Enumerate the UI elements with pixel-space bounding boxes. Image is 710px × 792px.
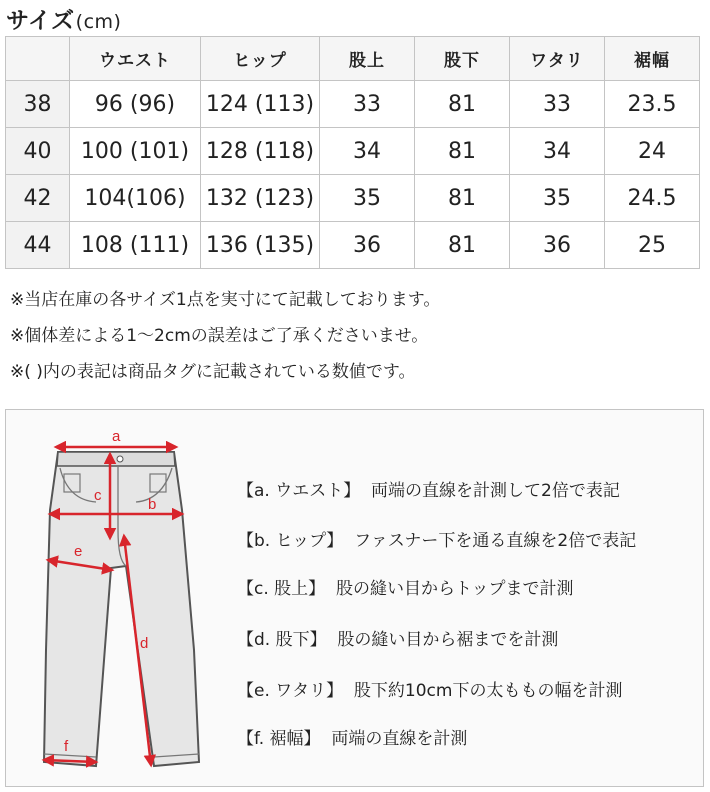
table-cell: 132 (123) [201, 175, 320, 222]
legend-key: 【e. ワタリ】 [237, 681, 344, 701]
note-stock: ※当店在庫の各サイズ1点を実寸にて記載しております。 [10, 290, 441, 310]
table-cell: 24.5 [605, 175, 700, 222]
note-tag-values: ※( )内の表記は商品タグに記載されている数値です。 [10, 362, 416, 382]
label-f: f [64, 738, 69, 755]
measurement-guide [5, 409, 704, 787]
legend-desc: ファスナー下を通る直線を2倍で表記 [354, 531, 637, 551]
table-cell: 81 [415, 222, 510, 269]
legend-desc: 両端の直線を計測 [331, 729, 468, 749]
page-title [6, 2, 121, 35]
legend-desc: 股の縫い目からトップまで計測 [335, 579, 574, 599]
legend-item-rise [237, 574, 573, 599]
table-cell: 35 [320, 175, 415, 222]
header-cell-thigh: ワタリ [510, 37, 605, 81]
table-cell: 136 (135) [201, 222, 320, 269]
legend-item-inseam [237, 625, 558, 650]
table-cell: 34 [510, 128, 605, 175]
legend-desc: 両端の直線を計測して2倍で表記 [371, 481, 620, 501]
table-cell-size: 42 [6, 175, 70, 222]
size-table [5, 36, 700, 269]
table-cell: 81 [415, 175, 510, 222]
legend-desc: 股下約10cm下の太ももの幅を計測 [353, 681, 623, 701]
waistband [57, 452, 175, 466]
legend-key: 【b. ヒップ】 [237, 531, 344, 551]
table-cell: 36 [510, 222, 605, 269]
header-cell-inseam: 股下 [415, 37, 510, 81]
legend-item-waist [237, 476, 620, 501]
legend-desc: 股の縫い目から裾までを計測 [337, 630, 559, 650]
table-cell: 124 (113) [201, 81, 320, 128]
table-cell: 104(106) [70, 175, 201, 222]
header-cell-size [6, 37, 70, 81]
legend-item-hip [237, 526, 636, 551]
table-cell: 81 [415, 81, 510, 128]
title-unit: (cm) [75, 11, 122, 33]
legend-item-hem [237, 724, 467, 749]
table-cell: 108 (111) [70, 222, 201, 269]
table-cell: 96 (96) [70, 81, 201, 128]
legend-key: 【a. ウエスト】 [237, 481, 361, 501]
header-cell-waist: ウエスト [70, 37, 201, 81]
table-row [6, 81, 700, 128]
table-cell: 23.5 [605, 81, 700, 128]
label-a: a [112, 428, 121, 445]
label-e: e [74, 543, 83, 560]
table-cell: 33 [510, 81, 605, 128]
table-row [6, 222, 700, 269]
table-cell: 128 (118) [201, 128, 320, 175]
table-cell-size: 40 [6, 128, 70, 175]
legend-item-thigh [237, 676, 622, 701]
table-cell: 36 [320, 222, 415, 269]
table-cell-size: 38 [6, 81, 70, 128]
table-row [6, 128, 700, 175]
label-d: d [140, 635, 149, 652]
table-cell: 35 [510, 175, 605, 222]
title-text: サイズ [6, 8, 75, 34]
table-cell-size: 44 [6, 222, 70, 269]
table-cell: 33 [320, 81, 415, 128]
legend-key: 【d. 股下】 [237, 630, 327, 650]
table-cell: 24 [605, 128, 700, 175]
pants-outline [44, 452, 199, 766]
notes [10, 282, 440, 390]
table-row [6, 175, 700, 222]
header-cell-rise: 股上 [320, 37, 415, 81]
header-cell-hem: 裾幅 [605, 37, 700, 81]
label-c: c [94, 487, 102, 504]
note-tolerance: ※個体差による1〜2cmの誤差はご了承くださいませ。 [10, 326, 429, 346]
table-cell: 25 [605, 222, 700, 269]
table-cell: 34 [320, 128, 415, 175]
table-cell: 100 (101) [70, 128, 201, 175]
button-icon [117, 456, 123, 462]
legend-key: 【c. 股上】 [237, 579, 326, 599]
table-cell: 81 [415, 128, 510, 175]
label-b: b [148, 496, 157, 513]
header-cell-hip: ヒップ [201, 37, 320, 81]
table-header-row [6, 37, 700, 81]
legend-key: 【f. 裾幅】 [237, 729, 321, 749]
